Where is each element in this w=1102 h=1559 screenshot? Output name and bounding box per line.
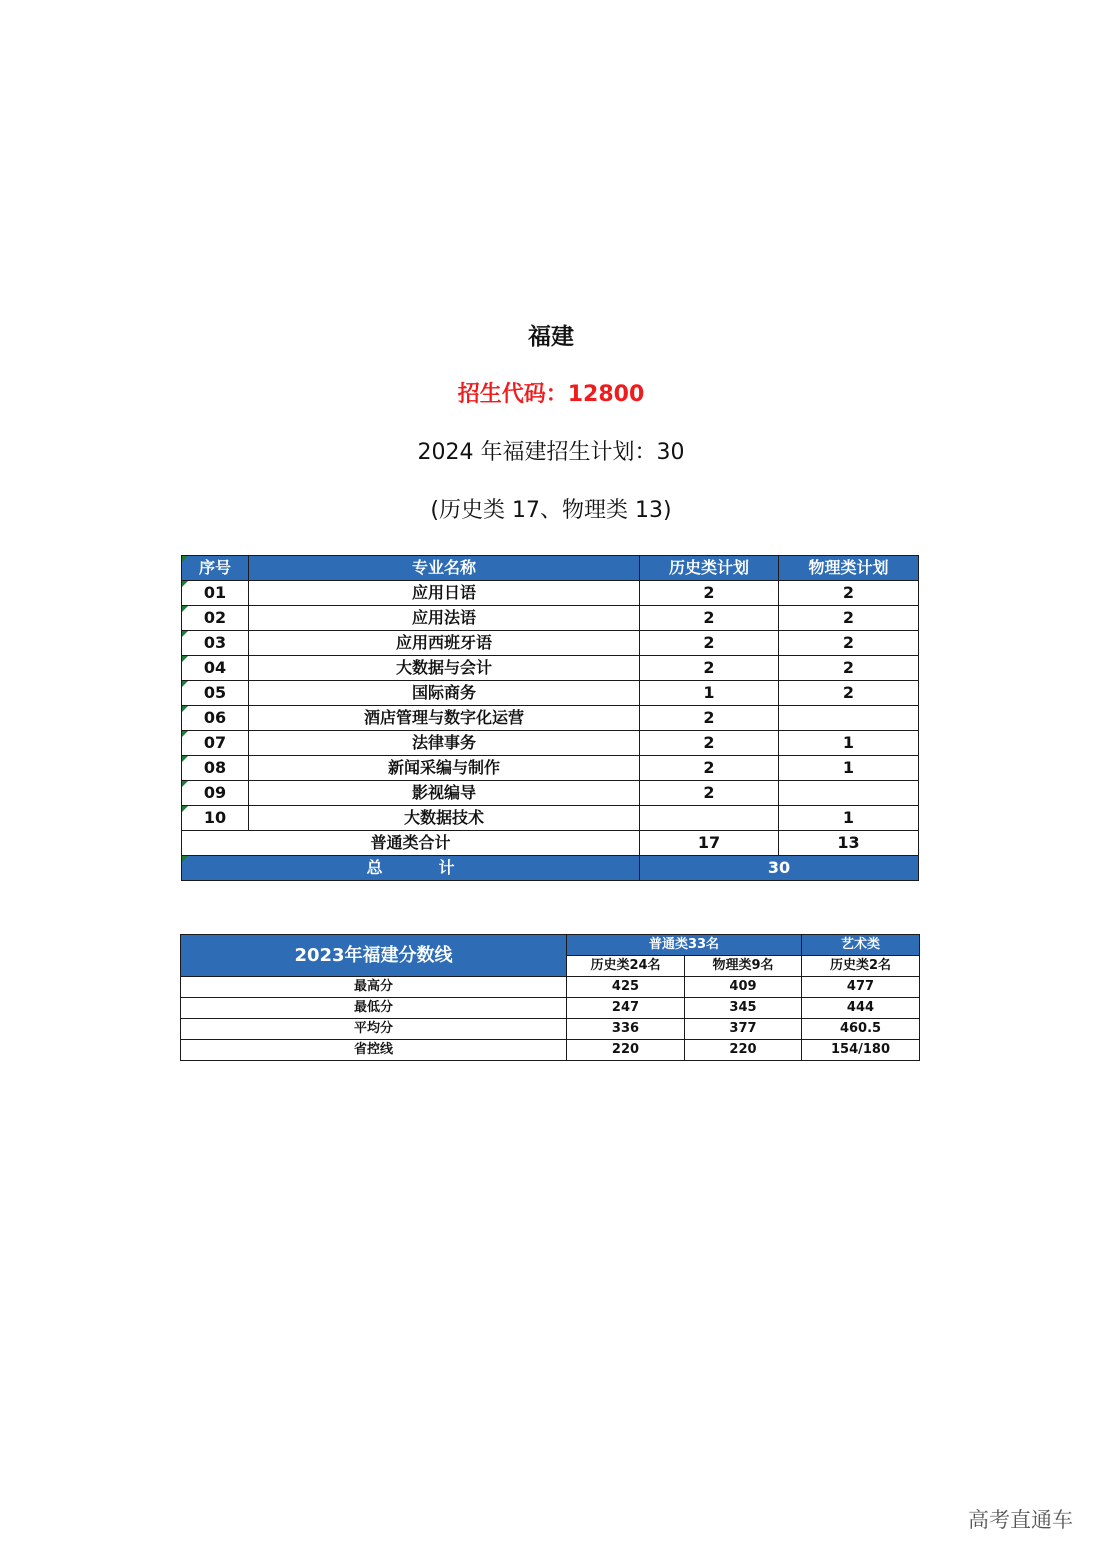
row-major: 大数据技术 — [249, 806, 640, 831]
row-history — [640, 806, 779, 831]
table-row — [181, 998, 920, 1019]
score-label: 最高分 — [181, 977, 567, 998]
score-label: 省控线 — [181, 1040, 567, 1061]
row-history: 2 — [640, 706, 779, 731]
header-index: 序号 — [182, 556, 249, 581]
row-index: 03 — [182, 631, 249, 656]
sub-art-history-header: 历史类2名 — [802, 956, 920, 977]
score-history: 220 — [567, 1040, 685, 1061]
group-general-header: 普通类33名 — [567, 935, 802, 956]
row-index: 01 — [182, 581, 249, 606]
score-physics: 377 — [685, 1019, 802, 1040]
score-header-row-1 — [181, 935, 920, 956]
table-row — [182, 756, 919, 781]
score-physics: 345 — [685, 998, 802, 1019]
row-history: 2 — [640, 731, 779, 756]
score-physics: 409 — [685, 977, 802, 998]
sub-history-header: 历史类24名 — [567, 956, 685, 977]
score-label: 最低分 — [181, 998, 567, 1019]
row-index: 05 — [182, 681, 249, 706]
row-physics — [779, 781, 919, 806]
admission-code: 招生代码：12800 — [457, 382, 645, 407]
group-art-header: 艺术类 — [802, 935, 920, 956]
row-major: 应用日语 — [249, 581, 640, 606]
row-major: 应用法语 — [249, 606, 640, 631]
table-row — [182, 581, 919, 606]
subtotal-label: 普通类合计 — [182, 831, 640, 856]
row-history: 2 — [640, 606, 779, 631]
subtotal-row — [182, 831, 919, 856]
row-physics: 1 — [779, 806, 919, 831]
score-art: 460.5 — [802, 1019, 920, 1040]
enrollment-plan-table — [181, 555, 919, 881]
table-row — [182, 706, 919, 731]
table-row — [182, 681, 919, 706]
row-index: 04 — [182, 656, 249, 681]
row-major: 酒店管理与数字化运营 — [249, 706, 640, 731]
row-major: 大数据与会计 — [249, 656, 640, 681]
plan-table-header-row — [182, 556, 919, 581]
row-major: 新闻采编与制作 — [249, 756, 640, 781]
row-index: 06 — [182, 706, 249, 731]
row-major: 应用西班牙语 — [249, 631, 640, 656]
row-history: 2 — [640, 756, 779, 781]
row-major: 法律事务 — [249, 731, 640, 756]
table-row — [181, 977, 920, 998]
table-row — [182, 731, 919, 756]
score-art: 154/180 — [802, 1040, 920, 1061]
row-physics: 1 — [779, 756, 919, 781]
enrollment-breakdown-line: (历史类 17、物理类 13) — [430, 498, 672, 523]
header-major-name: 专业名称 — [249, 556, 640, 581]
table-row — [181, 1019, 920, 1040]
row-index: 07 — [182, 731, 249, 756]
total-value: 30 — [640, 856, 919, 881]
subtotal-physics: 13 — [779, 831, 919, 856]
score-art: 477 — [802, 977, 920, 998]
row-history: 1 — [640, 681, 779, 706]
total-label-right: 计 — [438, 858, 455, 877]
score-history: 247 — [567, 998, 685, 1019]
row-index: 09 — [182, 781, 249, 806]
subtotal-history: 17 — [640, 831, 779, 856]
enrollment-plan-line: 2024 年福建招生计划：30 — [417, 440, 685, 465]
sub-physics-header: 物理类9名 — [685, 956, 802, 977]
watermark: 高考直通车 — [968, 1508, 1073, 1532]
score-label: 平均分 — [181, 1019, 567, 1040]
score-line-table — [180, 934, 920, 1061]
table-row — [182, 656, 919, 681]
row-physics — [779, 706, 919, 731]
row-physics: 2 — [779, 631, 919, 656]
table-row — [181, 1040, 920, 1061]
row-index: 10 — [182, 806, 249, 831]
row-physics: 1 — [779, 731, 919, 756]
score-art: 444 — [802, 998, 920, 1019]
row-history: 2 — [640, 656, 779, 681]
total-label — [182, 856, 640, 881]
score-physics: 220 — [685, 1040, 802, 1061]
row-physics: 2 — [779, 656, 919, 681]
table-row — [182, 806, 919, 831]
row-physics: 2 — [779, 581, 919, 606]
table-row — [182, 606, 919, 631]
row-major: 影视编导 — [249, 781, 640, 806]
row-index: 02 — [182, 606, 249, 631]
total-label-left: 总 — [366, 858, 383, 877]
table-row — [182, 631, 919, 656]
row-major: 国际商务 — [249, 681, 640, 706]
header-history-plan: 历史类计划 — [640, 556, 779, 581]
row-physics: 2 — [779, 681, 919, 706]
total-row — [182, 856, 919, 881]
score-history: 336 — [567, 1019, 685, 1040]
province-title: 福建 — [528, 324, 574, 350]
row-history: 2 — [640, 631, 779, 656]
header-physics-plan: 物理类计划 — [779, 556, 919, 581]
score-table-title: 2023年福建分数线 — [181, 935, 567, 977]
row-physics: 2 — [779, 606, 919, 631]
row-index: 08 — [182, 756, 249, 781]
row-history: 2 — [640, 781, 779, 806]
row-history: 2 — [640, 581, 779, 606]
table-row — [182, 781, 919, 806]
score-history: 425 — [567, 977, 685, 998]
